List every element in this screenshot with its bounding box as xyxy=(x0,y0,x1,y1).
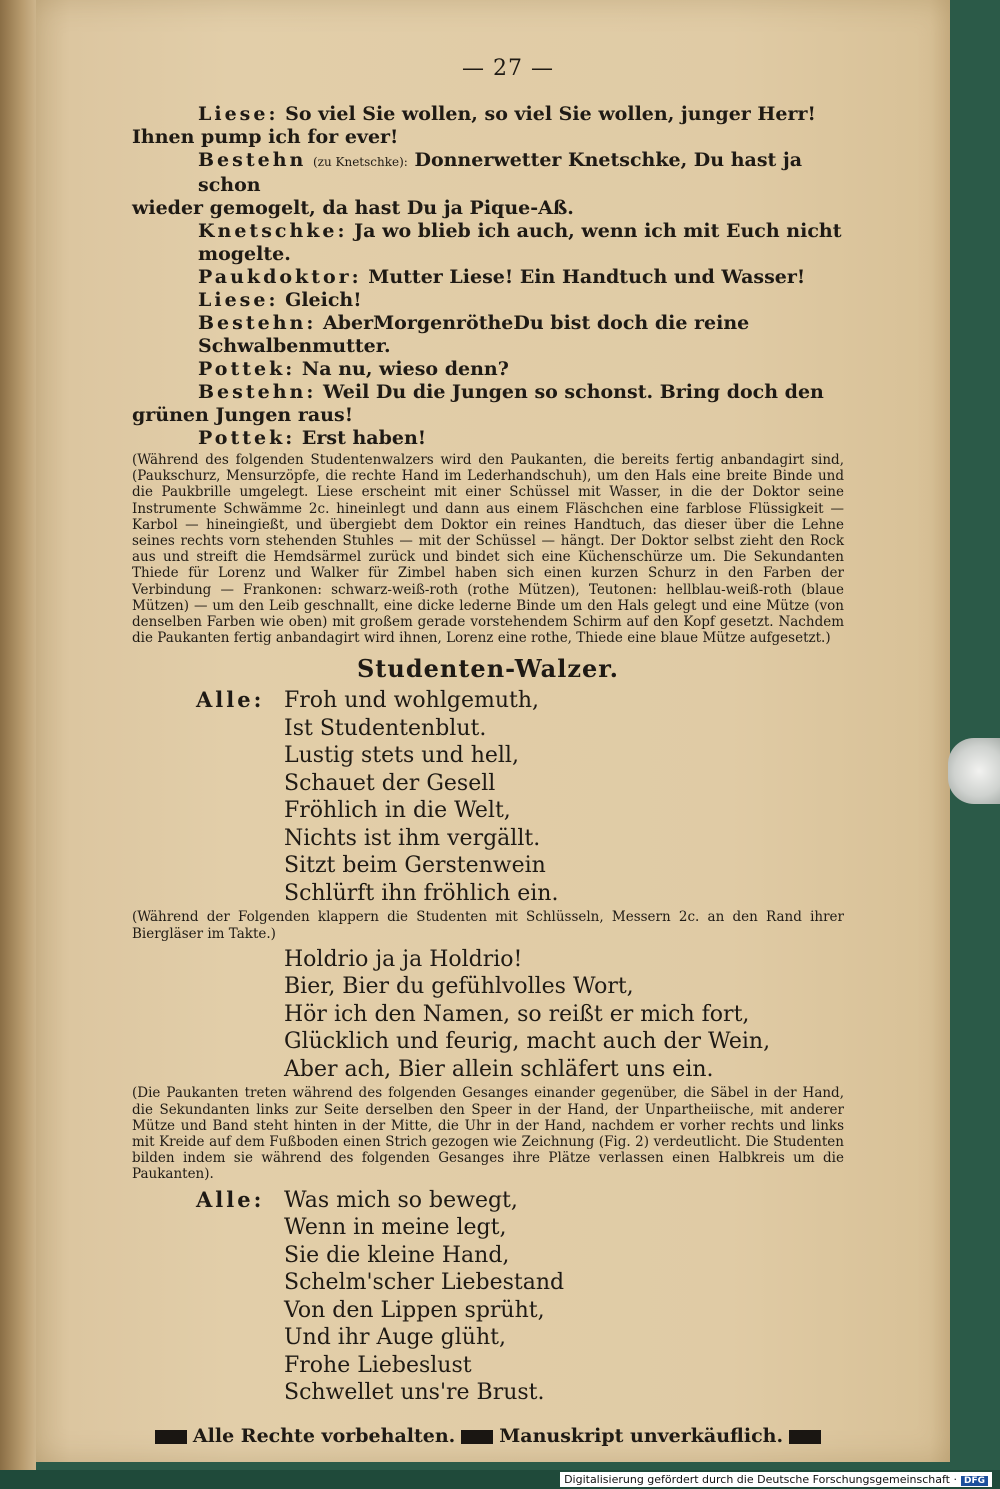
dialogue-text: AberMorgenrötheDu bist doch die reine Schwalbenmutter. xyxy=(198,312,750,357)
dialogue-line xyxy=(132,404,844,427)
stage-direction-text: (Während des folgenden Studentenwalzers wird den Paukanten, die bereits fertig anbandagirt sind, (Paukschurz, Mensurzöpfe, die rechte Hand im Lederhandschuh), um den Hals eine breite Binde und die Paukbrille umgelegt. Liese erscheint mit einer Schüssel mit Wasser, in die der Doktor seine Instrumente Schwämme 2c. hineinlegt und dann aus einem Fläschchen eine farblose Flüssigkeit — Karbol — hineingießt, und übergiebt dem Doktor ein reines Handtuch, das dieser über die Lehne seines rechts vorn stehenden Stuhles — mit der Schüssel — hängt. Der Doktor selbst zieht den Rock aus und streift die Hemdsärmel zurück und bindet sich eine Küchenschürze um. Die Sekundanten Thiede für Lorenz und Walker für Zimbel haben sich einen kurzen Schurz in den Farben der Verbindung — Frankonen: schwarz-weiß-roth (rothe Mützen), Teutonen: hellblau-weiß-roth (blaue Mützen) — um den Leib geschnallt, eine dicke lederne Binde um den Hals gelegt und eine Mütze (von denselben Farben wie oben) mit großem gerade vorstehendem Schirm auf den Kopf gesetzt. Nachdem die Paukanten fertig anbandagirt wird ihnen, Lorenz eine rothe, Thiede eine blaue Mütze aufgesetzt.) xyxy=(132,452,844,647)
dialogue-text: grünen Jungen raus! xyxy=(132,404,354,426)
dialogue-text: Mutter Liese! Ein Handtuch und Wasser! xyxy=(368,266,806,288)
speaker-name: Pottek: xyxy=(198,427,296,449)
speaker-name: Bestehn: xyxy=(198,312,317,334)
song-title: Studenten-Walzer. xyxy=(356,654,620,684)
speaker-name: Pottek: xyxy=(198,358,296,380)
speaker-name: Knetschke: xyxy=(198,220,348,242)
digitization-credit xyxy=(560,1472,992,1487)
verse-lines-refrain xyxy=(284,946,844,1084)
verse-block xyxy=(132,687,844,907)
stage-direction xyxy=(132,1085,844,1182)
verse-line: Aber ach, Bier allein schläfert uns ein. xyxy=(284,1056,714,1082)
dialogue-text: Ja wo blieb ich auch, wenn ich mit Euch nicht mogelte. xyxy=(198,220,842,265)
verse-line: Von den Lippen sprüht, xyxy=(284,1297,545,1323)
dialogue-line xyxy=(132,381,844,404)
dialogue-text: Donnerwetter Knetschke, Du hast ja schon xyxy=(198,149,803,196)
dialogue-block xyxy=(132,103,844,450)
footer-bar xyxy=(461,1430,493,1444)
verse-line: Ist Studentenblut. xyxy=(284,715,487,741)
verse-line: Wenn in meine legt, xyxy=(284,1215,507,1241)
speaker-name: Liese: xyxy=(198,103,279,125)
stage-direction-text: (Während der Folgenden klappern die Studenten mit Schlüsseln, Messern 2c. an den Rand ihrer Biergläser im Takte.) xyxy=(132,909,844,942)
page-tab-marker xyxy=(948,738,1000,804)
speaker-name: Liese: xyxy=(198,289,279,311)
verse-line: Lustig stets und hell, xyxy=(284,743,519,769)
verse-line: Fröhlich in die Welt, xyxy=(284,798,511,824)
dfg-logo: DFG xyxy=(961,1476,988,1486)
verse-lines xyxy=(284,687,844,907)
verse-line: Glücklich und feurig, macht auch der Wein, xyxy=(284,1029,771,1055)
verse-lines xyxy=(284,1187,844,1407)
stage-aside: (zu Knetschke): xyxy=(312,155,408,169)
footer-rights: Alle Rechte vorbehalten. xyxy=(192,1424,456,1447)
rights-footer xyxy=(132,1425,844,1447)
dialogue-text: Na nu, wieso denn? xyxy=(301,358,509,380)
page-number: — 27 — xyxy=(462,56,554,81)
verse-line: Was mich so bewegt, xyxy=(284,1187,518,1213)
stage-direction xyxy=(132,452,844,646)
book-spine xyxy=(0,0,36,1470)
verse-line: Hör ich den Namen, so reißt er mich fort, xyxy=(284,1001,750,1027)
footer-manuscript: Manuskript unverkäuflich. xyxy=(499,1424,784,1447)
dialogue-text: wieder gemogelt, da hast Du ja Pique-Aß. xyxy=(132,197,574,219)
verse-line: Sitzt beim Gerstenwein xyxy=(284,853,546,879)
dialogue-line xyxy=(132,220,844,266)
dialogue-line xyxy=(132,312,844,358)
dialogue-line xyxy=(132,358,844,381)
credit-text: Digitalisierung gefördert durch die Deutsche Forschungsgemeinschaft · xyxy=(564,1473,957,1486)
dialogue-line xyxy=(132,126,844,149)
dialogue-line xyxy=(132,103,844,126)
verse-line: Schauet der Gesell xyxy=(284,770,496,796)
verse-line: Bier, Bier du gefühlvolles Wort, xyxy=(284,974,634,1000)
footer-bar xyxy=(789,1430,821,1444)
verse-line: Holdrio ja ja Holdrio! xyxy=(284,946,523,972)
page-content xyxy=(132,56,844,1447)
verse-line: Frohe Liebeslust xyxy=(284,1352,472,1378)
dialogue-text: Ihnen pump ich for ever! xyxy=(132,126,399,148)
footer-bar xyxy=(155,1430,187,1444)
verse-block xyxy=(132,1187,844,1407)
verse-line: Nichts ist ihm vergällt. xyxy=(284,825,541,851)
dialogue-line xyxy=(132,427,844,450)
dialogue-line xyxy=(132,266,844,289)
speaker-name: Bestehn: xyxy=(198,381,317,403)
speaker-name: Bestehn xyxy=(198,149,307,171)
verse-speaker: Alle: xyxy=(196,1186,265,1212)
verse-line: Froh und wohlgemuth, xyxy=(284,688,540,714)
dialogue-line xyxy=(132,197,844,220)
verse-speaker: Alle: xyxy=(196,687,265,713)
speaker-name: Paukdoktor: xyxy=(198,266,362,288)
dialogue-line xyxy=(132,289,844,312)
dialogue-text: Gleich! xyxy=(285,289,362,311)
verse-line: Sie die kleine Hand, xyxy=(284,1242,510,1268)
verse-line: Schlürft ihn fröhlich ein. xyxy=(284,880,559,906)
stage-direction xyxy=(132,909,844,941)
dialogue-line xyxy=(132,149,844,197)
verse-line: Schelm'scher Liebestand xyxy=(284,1270,565,1296)
verse-line: Schwellet uns're Brust. xyxy=(284,1380,545,1406)
dialogue-text: So viel Sie wollen, so viel Sie wollen, junger Herr! xyxy=(285,103,816,125)
dialogue-text: Erst haben! xyxy=(301,427,427,449)
dialogue-text: Weil Du die Jungen so schonst. Bring doch den xyxy=(322,381,824,403)
stage-direction-text: (Die Paukanten treten während des folgenden Gesanges einander gegenüber, die Säbel in der Hand, die Sekundanten links zur Seite derselben den Speer in der Hand, der Unpartheiische, mit anderer Mütze und Band steht hinten in der Mitte, die Uhr in der Hand, nachdem er vorher rechts und links mit Kreide auf dem Fußboden einen Strich gezogen wie Zeichnung (Fig. 2) verdeutlicht. Die Studenten bilden indem sie während des folgenden Gesanges ihre Plätze verlassen einen Halbkreis um die Paukanten). xyxy=(132,1085,844,1183)
verse-line: Und ihr Auge glüht, xyxy=(284,1325,506,1351)
